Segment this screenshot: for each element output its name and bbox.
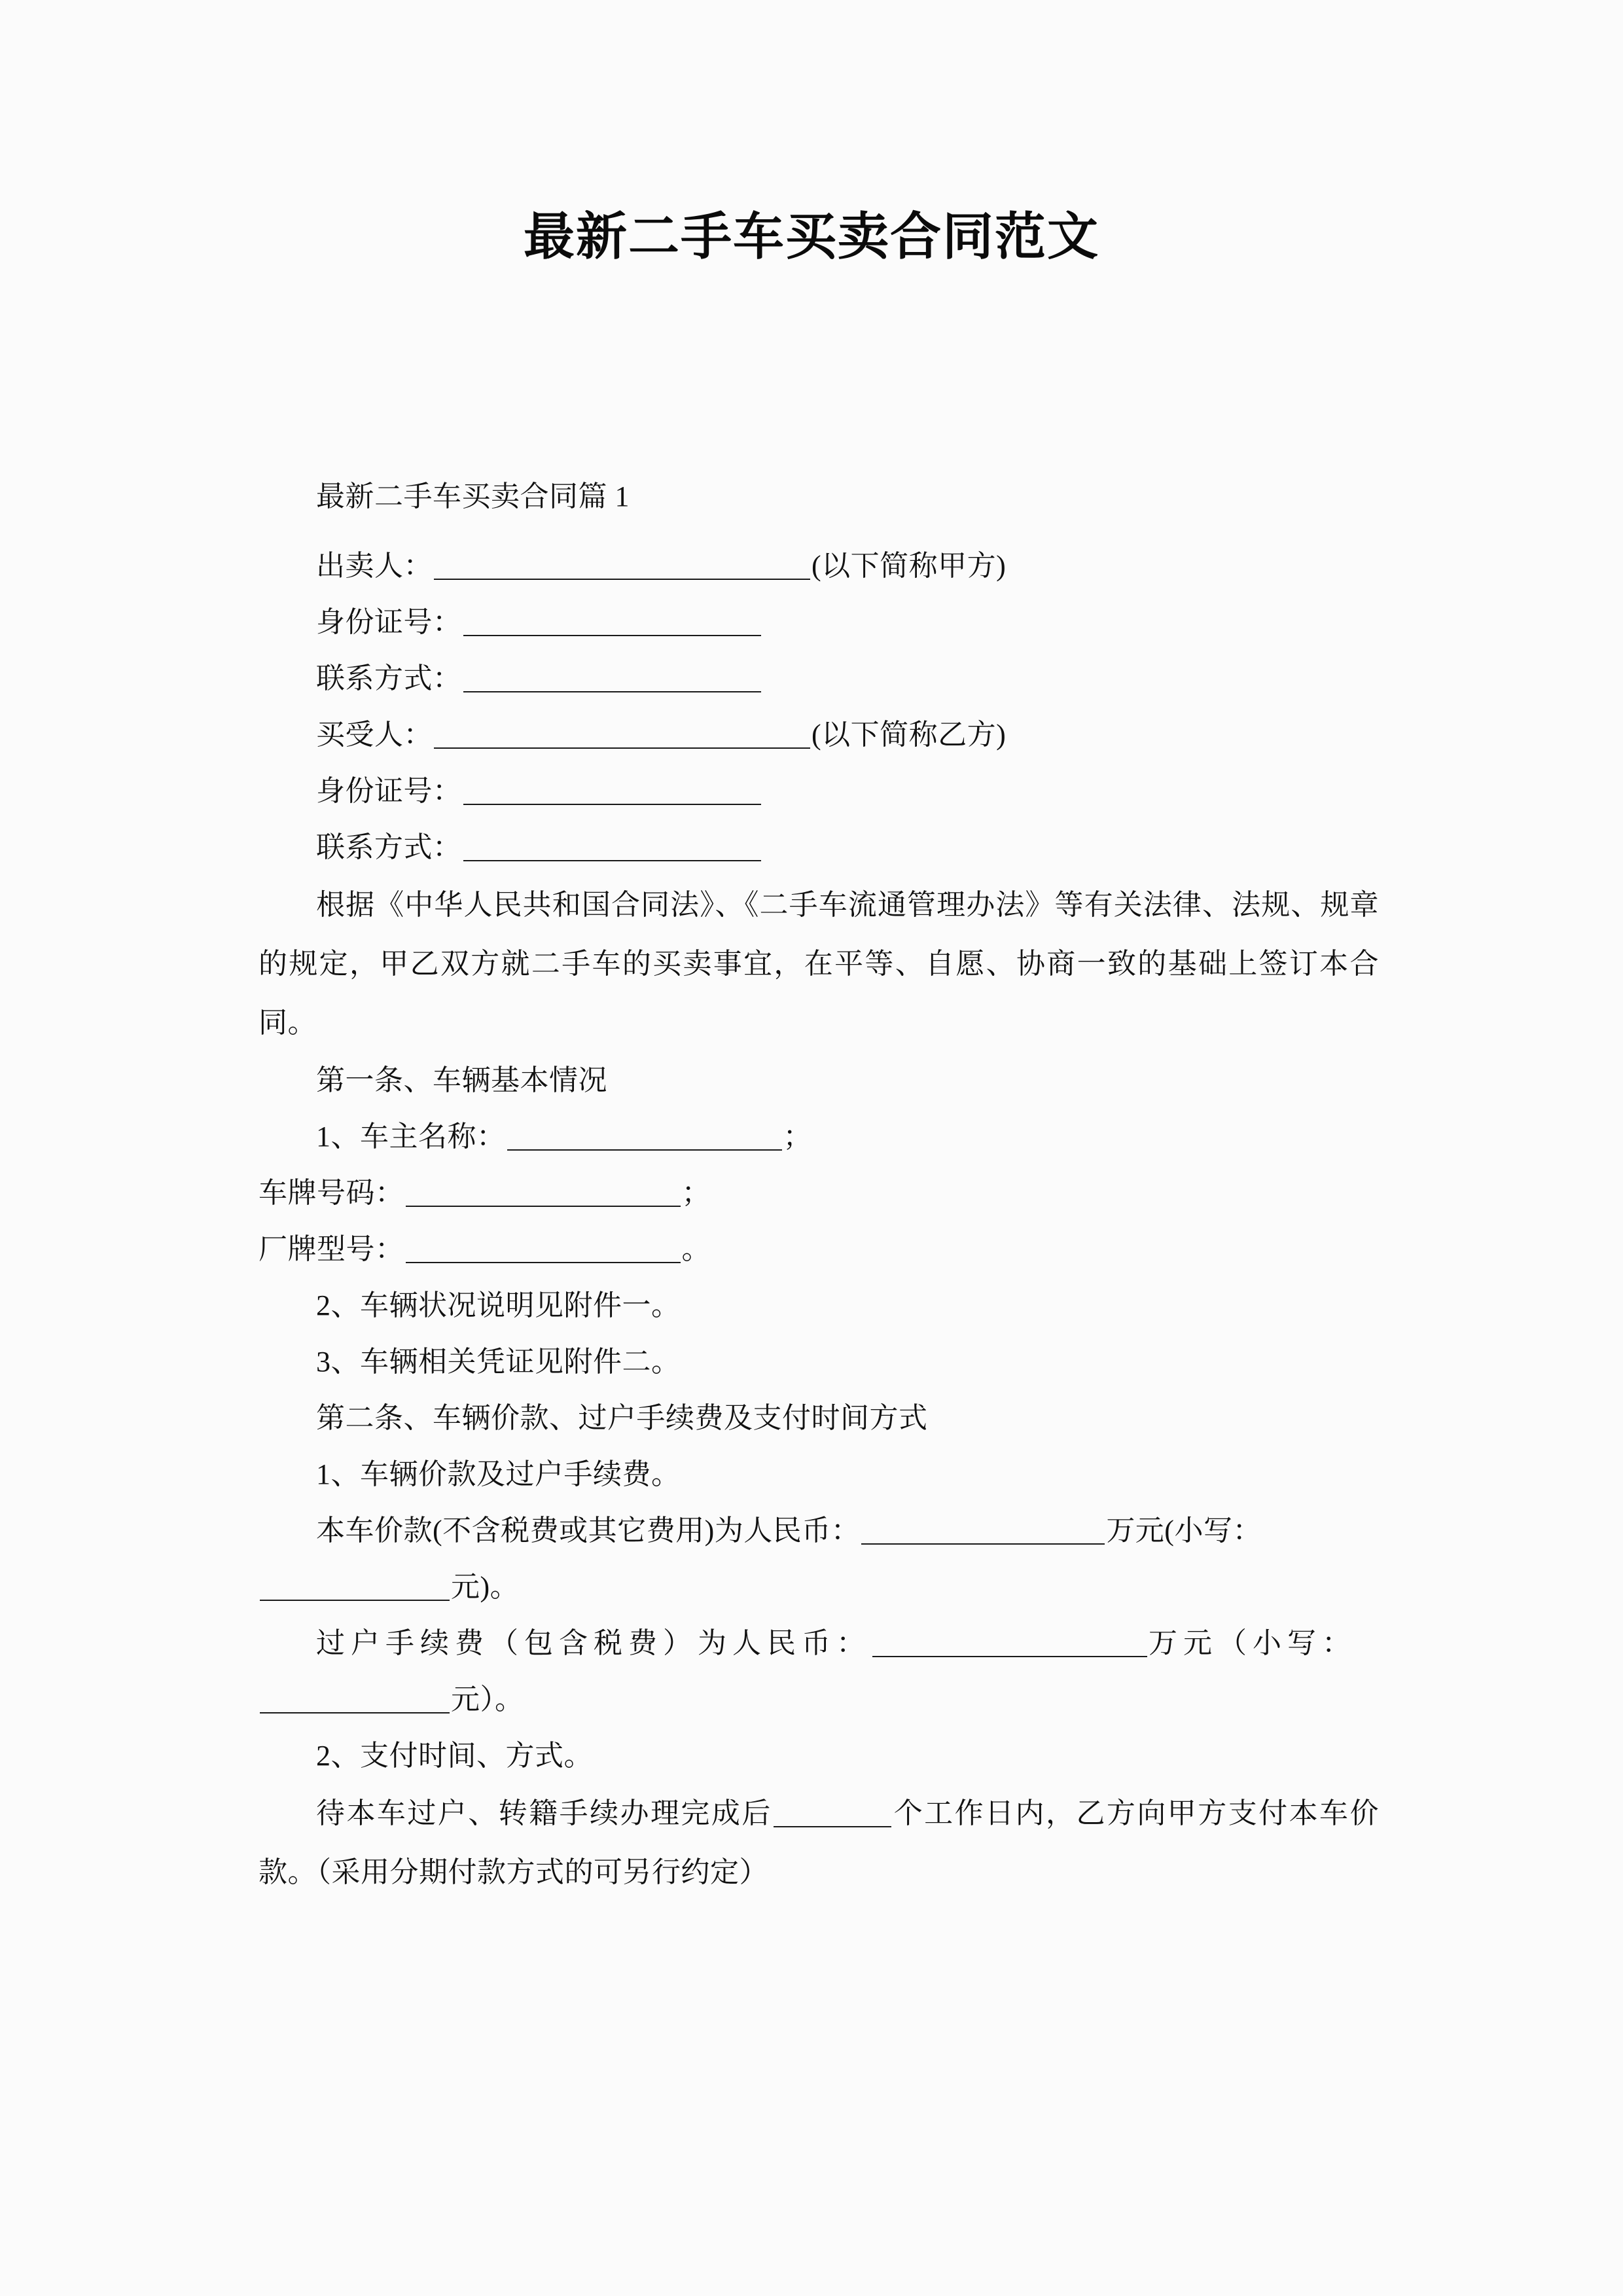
transfer-fee-blank[interactable] [872, 1628, 1147, 1657]
plate-number-label: 车牌号码： [259, 1177, 404, 1209]
seller-contact-blank[interactable] [463, 664, 761, 692]
owner-name-label: 1、车主名称： [316, 1121, 506, 1153]
spacer [259, 525, 1379, 538]
vehicle-condition-item: 2、车辆状况说明见附件一。 [316, 1289, 681, 1321]
plate-number-blank[interactable] [406, 1178, 681, 1207]
owner-name-blank[interactable] [507, 1122, 782, 1151]
article-one-heading: 第一条、车辆基本情况 [316, 1064, 607, 1096]
buyer-contact-blank[interactable] [463, 833, 761, 861]
section-heading: 最新二手车买卖合同篇 1 [316, 480, 630, 512]
vehicle-price-mid: 万元(小写： [1106, 1515, 1262, 1547]
payment-terms-part1: 待本车过户、转籍手续办理完成后 [316, 1797, 772, 1829]
transfer-fee-small-blank[interactable] [260, 1685, 450, 1713]
seller-id-label: 身份证号： [316, 606, 462, 638]
buyer-id-blank[interactable] [463, 776, 761, 805]
vehicle-price-prefix: 本车价款(不含税费或其它费用)为人民币： [316, 1515, 861, 1547]
buyer-contact-row [259, 819, 1379, 876]
payment-terms-paragraph [259, 1784, 1379, 1902]
seller-id-row [259, 594, 1379, 651]
owner-name-terminator: ； [783, 1121, 812, 1153]
transfer-fee-row [259, 1615, 1379, 1672]
seller-name-suffix: (以下简称甲方) [812, 550, 1007, 582]
seller-name-row [259, 538, 1379, 594]
payment-terms-part2: 个工作日内，乙方向甲方支付本车价款。（采用分期付款方式的可另行约定） [259, 1797, 1380, 1888]
plate-number-row [259, 1165, 1379, 1221]
buyer-name-suffix: (以下简称乙方) [812, 719, 1007, 751]
seller-contact-label: 联系方式： [316, 662, 462, 694]
buyer-contact-label: 联系方式： [316, 831, 462, 863]
working-days-blank[interactable] [774, 1799, 891, 1827]
transfer-fee-continuation [259, 1672, 1379, 1728]
seller-name-blank[interactable] [434, 551, 810, 580]
brand-model-terminator: 。 [681, 1233, 711, 1265]
transfer-fee-tail: 元）。 [451, 1683, 524, 1715]
buyer-name-label: 买受人： [316, 719, 433, 751]
plate-number-terminator: ； [681, 1177, 711, 1209]
vehicle-documents-item: 3、车辆相关凭证见附件二。 [316, 1346, 681, 1378]
brand-model-label: 厂牌型号： [259, 1233, 404, 1265]
seller-name-label: 出卖人： [316, 550, 433, 582]
transfer-fee-mid: 万元（小写： [1149, 1627, 1357, 1659]
seller-id-blank[interactable] [463, 607, 761, 636]
buyer-id-label: 身份证号： [316, 775, 462, 807]
owner-name-row [259, 1109, 1379, 1165]
article-two-heading: 第二条、车辆价款、过户手续费及支付时间方式 [316, 1402, 928, 1434]
buyer-id-row [259, 763, 1379, 819]
preamble-paragraph: 根据《中华人民共和国合同法》、《二手车流通管理办法》等有关法律、法规、规章的规定，甲乙双方就二手车的买卖事宜，在平等、自愿、协商一致的基础上签订本合同。 [259, 889, 1379, 1039]
brand-model-row [259, 1221, 1379, 1278]
vehicle-price-tail: 元)。 [451, 1571, 520, 1603]
document-body [259, 469, 1379, 1902]
payment-time-item: 2、支付时间、方式。 [316, 1740, 593, 1772]
vehicle-price-continuation [259, 1559, 1379, 1615]
page-title: 最新二手车买卖合同范文 [523, 207, 1099, 267]
vehicle-price-blank[interactable] [861, 1516, 1105, 1545]
buyer-name-blank[interactable] [434, 720, 810, 749]
vehicle-price-row [259, 1503, 1379, 1559]
seller-contact-row [259, 651, 1379, 707]
vehicle-price-small-blank[interactable] [260, 1572, 450, 1601]
brand-model-blank[interactable] [406, 1234, 681, 1263]
transfer-fee-prefix: 过户手续费（包含税费）为人民币： [316, 1627, 871, 1659]
buyer-name-row [259, 707, 1379, 763]
price-and-fee-item: 1、车辆价款及过户手续费。 [316, 1458, 681, 1490]
